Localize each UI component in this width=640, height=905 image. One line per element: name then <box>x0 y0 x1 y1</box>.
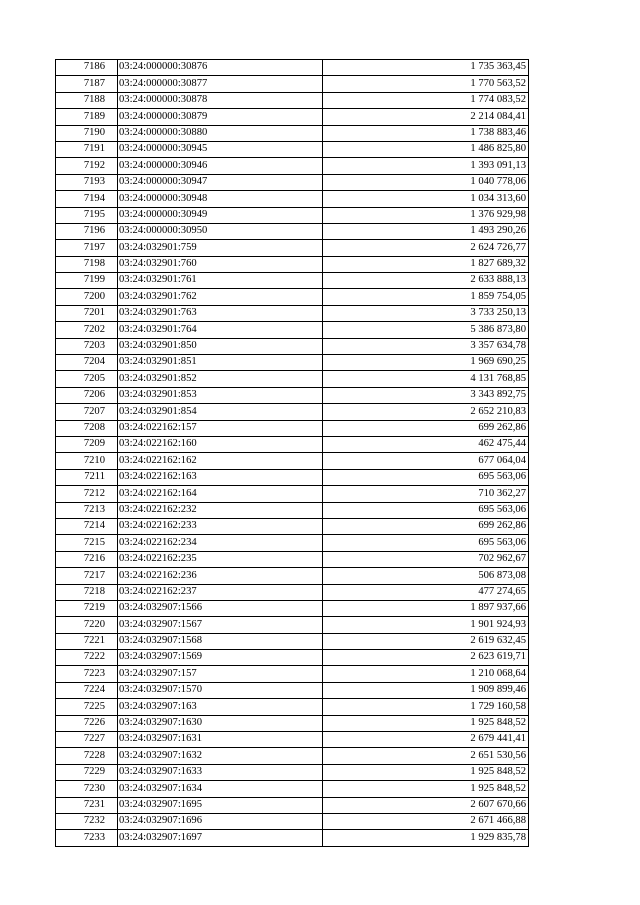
cadastral-value-cell: 3 343 892,75 <box>323 387 529 403</box>
cadastral-number-cell: 03:24:000000:30877 <box>118 76 323 92</box>
cadastral-value-cell: 2 607 670,66 <box>323 797 529 813</box>
row-number-cell: 7207 <box>56 404 118 420</box>
cadastral-number-cell: 03:24:032901:761 <box>118 273 323 289</box>
cadastral-number-cell: 03:24:000000:30949 <box>118 207 323 223</box>
cadastral-value-cell: 1 929 835,78 <box>323 830 529 846</box>
row-number-cell: 7209 <box>56 436 118 452</box>
table-row <box>56 256 529 272</box>
row-number-cell: 7214 <box>56 518 118 534</box>
cadastral-value-cell: 1 925 848,52 <box>323 781 529 797</box>
row-number-cell: 7223 <box>56 666 118 682</box>
cadastral-number-cell: 03:24:022162:233 <box>118 518 323 534</box>
table-row <box>56 453 529 469</box>
cadastral-number-cell: 03:24:032907:1569 <box>118 650 323 666</box>
cadastral-value-cell: 2 623 619,71 <box>323 650 529 666</box>
row-number-cell: 7232 <box>56 813 118 829</box>
cadastral-value-cell: 699 262,86 <box>323 420 529 436</box>
cadastral-number-cell: 03:24:032907:1696 <box>118 813 323 829</box>
cadastral-value-cell: 699 262,86 <box>323 518 529 534</box>
cadastral-value-cell: 1 729 160,58 <box>323 699 529 715</box>
row-number-cell: 7227 <box>56 732 118 748</box>
row-number-cell: 7199 <box>56 273 118 289</box>
row-number-cell: 7212 <box>56 486 118 502</box>
table-row <box>56 518 529 534</box>
cadastral-value-cell: 677 064,04 <box>323 453 529 469</box>
table-row <box>56 240 529 256</box>
cadastral-value-cell: 1 735 363,45 <box>323 60 529 76</box>
cadastral-number-cell: 03:24:032901:764 <box>118 322 323 338</box>
cadastral-value-cell: 1 210 068,64 <box>323 666 529 682</box>
cadastral-number-cell: 03:24:000000:30879 <box>118 109 323 125</box>
table-row <box>56 715 529 731</box>
row-number-cell: 7191 <box>56 141 118 157</box>
table-row <box>56 682 529 698</box>
row-number-cell: 7187 <box>56 76 118 92</box>
cadastral-number-cell: 03:24:032901:853 <box>118 387 323 403</box>
row-number-cell: 7189 <box>56 109 118 125</box>
row-number-cell: 7204 <box>56 355 118 371</box>
cadastral-value-cell: 3 357 634,78 <box>323 338 529 354</box>
table-row <box>56 158 529 174</box>
cadastral-value-cell: 3 733 250,13 <box>323 305 529 321</box>
table-row <box>56 699 529 715</box>
table-row <box>56 781 529 797</box>
cadastral-number-cell: 03:24:000000:30947 <box>118 174 323 190</box>
table-body <box>56 60 529 847</box>
cadastral-value-cell: 1 827 689,32 <box>323 256 529 272</box>
cadastral-number-cell: 03:24:000000:30946 <box>118 158 323 174</box>
cadastral-value-cell: 1 486 825,80 <box>323 141 529 157</box>
row-number-cell: 7195 <box>56 207 118 223</box>
cadastral-value-cell: 2 651 530,56 <box>323 748 529 764</box>
table-row <box>56 60 529 76</box>
table-row <box>56 486 529 502</box>
row-number-cell: 7200 <box>56 289 118 305</box>
cadastral-number-cell: 03:24:032907:1631 <box>118 732 323 748</box>
table-row <box>56 404 529 420</box>
table-row <box>56 666 529 682</box>
cadastral-number-cell: 03:24:032907:1566 <box>118 600 323 616</box>
cadastral-number-cell: 03:24:022162:160 <box>118 436 323 452</box>
row-number-cell: 7230 <box>56 781 118 797</box>
table-row <box>56 797 529 813</box>
table-row <box>56 305 529 321</box>
cadastral-value-cell: 1 909 899,46 <box>323 682 529 698</box>
table-row <box>56 223 529 239</box>
row-number-cell: 7220 <box>56 617 118 633</box>
table-row <box>56 109 529 125</box>
cadastral-number-cell: 03:24:000000:30948 <box>118 191 323 207</box>
row-number-cell: 7216 <box>56 551 118 567</box>
cadastral-number-cell: 03:24:032901:763 <box>118 305 323 321</box>
table-row <box>56 92 529 108</box>
row-number-cell: 7233 <box>56 830 118 846</box>
row-number-cell: 7213 <box>56 502 118 518</box>
table-row <box>56 568 529 584</box>
cadastral-value-cell: 1 925 848,52 <box>323 764 529 780</box>
table-row <box>56 76 529 92</box>
cadastral-value-cell: 1 393 091,13 <box>323 158 529 174</box>
row-number-cell: 7222 <box>56 650 118 666</box>
table-row <box>56 617 529 633</box>
cadastral-value-cell: 506 873,08 <box>323 568 529 584</box>
cadastral-number-cell: 03:24:000000:30880 <box>118 125 323 141</box>
cadastral-value-cell: 695 563,06 <box>323 469 529 485</box>
cadastral-number-cell: 03:24:032901:854 <box>118 404 323 420</box>
cadastral-number-cell: 03:24:032907:1633 <box>118 764 323 780</box>
cadastral-number-cell: 03:24:022162:234 <box>118 535 323 551</box>
cadastral-value-cell: 2 619 632,45 <box>323 633 529 649</box>
cadastral-value-cell: 2 214 084,41 <box>323 109 529 125</box>
table-row <box>56 125 529 141</box>
row-number-cell: 7205 <box>56 371 118 387</box>
row-number-cell: 7201 <box>56 305 118 321</box>
cadastral-number-cell: 03:24:022162:163 <box>118 469 323 485</box>
table-row <box>56 338 529 354</box>
cadastral-number-cell: 03:24:000000:30878 <box>118 92 323 108</box>
table-row <box>56 355 529 371</box>
row-number-cell: 7231 <box>56 797 118 813</box>
cadastral-number-cell: 03:24:032907:1570 <box>118 682 323 698</box>
table-row <box>56 633 529 649</box>
row-number-cell: 7192 <box>56 158 118 174</box>
table-row <box>56 420 529 436</box>
table-row <box>56 830 529 846</box>
row-number-cell: 7229 <box>56 764 118 780</box>
table-row <box>56 289 529 305</box>
cadastral-value-cell: 1 897 937,66 <box>323 600 529 616</box>
table-row <box>56 207 529 223</box>
row-number-cell: 7190 <box>56 125 118 141</box>
table-row <box>56 584 529 600</box>
row-number-cell: 7188 <box>56 92 118 108</box>
cadastral-value-cell: 1 925 848,52 <box>323 715 529 731</box>
cadastral-number-cell: 03:24:022162:157 <box>118 420 323 436</box>
table-row <box>56 174 529 190</box>
cadastral-value-cell: 1 034 313,60 <box>323 191 529 207</box>
row-number-cell: 7196 <box>56 223 118 239</box>
cadastral-value-cell: 1 738 883,46 <box>323 125 529 141</box>
row-number-cell: 7198 <box>56 256 118 272</box>
row-number-cell: 7197 <box>56 240 118 256</box>
row-number-cell: 7208 <box>56 420 118 436</box>
cadastral-value-cell: 695 563,06 <box>323 535 529 551</box>
cadastral-value-cell: 5 386 873,80 <box>323 322 529 338</box>
row-number-cell: 7215 <box>56 535 118 551</box>
row-number-cell: 7202 <box>56 322 118 338</box>
table-row <box>56 732 529 748</box>
row-number-cell: 7218 <box>56 584 118 600</box>
row-number-cell: 7203 <box>56 338 118 354</box>
row-number-cell: 7228 <box>56 748 118 764</box>
table-row <box>56 191 529 207</box>
cadastral-value-cell: 710 362,27 <box>323 486 529 502</box>
table-row <box>56 535 529 551</box>
cadastral-value-cell: 1 859 754,05 <box>323 289 529 305</box>
row-number-cell: 7224 <box>56 682 118 698</box>
cadastral-number-cell: 03:24:022162:164 <box>118 486 323 502</box>
cadastral-number-cell: 03:24:022162:162 <box>118 453 323 469</box>
row-number-cell: 7219 <box>56 600 118 616</box>
table-row <box>56 748 529 764</box>
row-number-cell: 7210 <box>56 453 118 469</box>
cadastral-number-cell: 03:24:032901:759 <box>118 240 323 256</box>
table-row <box>56 502 529 518</box>
cadastral-number-cell: 03:24:032907:1568 <box>118 633 323 649</box>
row-number-cell: 7225 <box>56 699 118 715</box>
cadastral-number-cell: 03:24:022162:235 <box>118 551 323 567</box>
table-row <box>56 551 529 567</box>
table-row <box>56 764 529 780</box>
table-row <box>56 436 529 452</box>
cadastral-value-cell: 1 774 083,52 <box>323 92 529 108</box>
cadastral-value-cell: 2 633 888,13 <box>323 273 529 289</box>
table-row <box>56 273 529 289</box>
row-number-cell: 7211 <box>56 469 118 485</box>
cadastral-number-cell: 03:24:022162:232 <box>118 502 323 518</box>
cadastral-value-cell: 477 274,65 <box>323 584 529 600</box>
table-row <box>56 371 529 387</box>
cadastral-value-cell: 462 475,44 <box>323 436 529 452</box>
cadastral-value-cell: 1 040 778,06 <box>323 174 529 190</box>
row-number-cell: 7186 <box>56 60 118 76</box>
table-row <box>56 600 529 616</box>
cadastral-number-cell: 03:24:032907:1697 <box>118 830 323 846</box>
row-number-cell: 7226 <box>56 715 118 731</box>
cadastral-value-cell: 2 671 466,88 <box>323 813 529 829</box>
cadastral-value-table <box>55 59 529 847</box>
cadastral-value-cell: 2 652 210,83 <box>323 404 529 420</box>
cadastral-number-cell: 03:24:032901:762 <box>118 289 323 305</box>
cadastral-number-cell: 03:24:000000:30876 <box>118 60 323 76</box>
table-row <box>56 813 529 829</box>
cadastral-value-cell: 1 493 290,26 <box>323 223 529 239</box>
cadastral-number-cell: 03:24:032907:1634 <box>118 781 323 797</box>
cadastral-number-cell: 03:24:000000:30950 <box>118 223 323 239</box>
cadastral-value-cell: 1 770 563,52 <box>323 76 529 92</box>
cadastral-number-cell: 03:24:000000:30945 <box>118 141 323 157</box>
table-row <box>56 387 529 403</box>
row-number-cell: 7206 <box>56 387 118 403</box>
cadastral-number-cell: 03:24:022162:236 <box>118 568 323 584</box>
row-number-cell: 7221 <box>56 633 118 649</box>
cadastral-number-cell: 03:24:032907:157 <box>118 666 323 682</box>
cadastral-number-cell: 03:24:032901:760 <box>118 256 323 272</box>
row-number-cell: 7194 <box>56 191 118 207</box>
cadastral-value-cell: 1 901 924,93 <box>323 617 529 633</box>
cadastral-number-cell: 03:24:032907:1567 <box>118 617 323 633</box>
table-row <box>56 469 529 485</box>
cadastral-number-cell: 03:24:032907:1630 <box>118 715 323 731</box>
cadastral-number-cell: 03:24:022162:237 <box>118 584 323 600</box>
cadastral-value-cell: 702 962,67 <box>323 551 529 567</box>
cadastral-value-cell: 1 376 929,98 <box>323 207 529 223</box>
cadastral-number-cell: 03:24:032907:1695 <box>118 797 323 813</box>
table-row <box>56 322 529 338</box>
table-row <box>56 650 529 666</box>
table-row <box>56 141 529 157</box>
row-number-cell: 7193 <box>56 174 118 190</box>
cadastral-number-cell: 03:24:032907:1632 <box>118 748 323 764</box>
cadastral-value-cell: 4 131 768,85 <box>323 371 529 387</box>
cadastral-value-cell: 1 969 690,25 <box>323 355 529 371</box>
row-number-cell: 7217 <box>56 568 118 584</box>
cadastral-number-cell: 03:24:032901:851 <box>118 355 323 371</box>
cadastral-value-cell: 2 679 441,41 <box>323 732 529 748</box>
cadastral-number-cell: 03:24:032901:852 <box>118 371 323 387</box>
cadastral-value-cell: 2 624 726,77 <box>323 240 529 256</box>
cadastral-number-cell: 03:24:032907:163 <box>118 699 323 715</box>
cadastral-number-cell: 03:24:032901:850 <box>118 338 323 354</box>
cadastral-value-cell: 695 563,06 <box>323 502 529 518</box>
